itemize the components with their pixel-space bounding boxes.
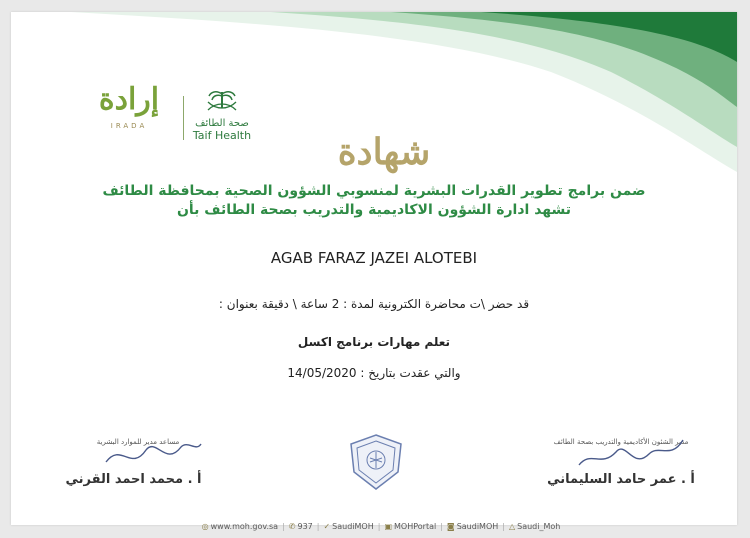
footer-contacts <box>161 522 601 531</box>
subtitle-line-1: ضمن برامج تطوير القدرات البشرية لمنسوبي الشؤون الصحية بمحافظة الطائف <box>102 183 646 199</box>
moh-seal <box>346 432 406 492</box>
footer-instagram[interactable]: ◙ SaudiMOH <box>446 522 499 531</box>
right-signatory-title: مدير الشئون الأكاديمية والتدريب بصحة الطائف <box>553 438 689 446</box>
footer-separator: | <box>377 522 381 531</box>
course-title: تعلم مهارات برنامج اكسل <box>297 335 451 349</box>
youtube-icon: ▣ <box>384 522 393 531</box>
footer-phone[interactable]: ✆ 937 <box>288 522 313 531</box>
attendance-text: قد حضر \ت محاضرة الكترونية لمدة : 2 ساعة \ دقيقة بعنوان : <box>218 297 530 311</box>
right-signature <box>571 430 691 478</box>
logo-divider <box>183 96 184 140</box>
footer-snapchat[interactable]: △ Saudi_Moh <box>508 522 561 531</box>
recipient-name: AGAB FARAZ JAZEI ALOTEBI <box>270 249 478 267</box>
left-signatory-title: مساعد مدير للموارد البشرية <box>96 438 180 446</box>
footer-twitter[interactable]: ✓ SaudiMOH <box>323 522 374 531</box>
irada-logo-arabic: إرادة <box>98 82 160 117</box>
taif-health-logo <box>187 88 257 142</box>
footer-separator: | <box>440 522 443 531</box>
certificate-title: شهادة <box>337 131 431 173</box>
taif-health-arabic: صحة الطائف <box>195 118 249 129</box>
left-signatory-name: أ . محمد احمد القرني <box>65 472 202 487</box>
footer-website[interactable]: ◎ www.moh.gov.sa <box>201 522 279 531</box>
footer-separator: | <box>282 522 285 531</box>
irada-logo <box>79 82 179 152</box>
irada-logo-english: IRADA <box>110 122 148 130</box>
moh-seal-icon <box>346 432 406 492</box>
footer-youtube[interactable]: ▣ MOHPortal <box>384 522 437 531</box>
snapchat-icon: △ <box>508 522 516 531</box>
instagram-icon: ◙ <box>446 522 455 531</box>
certificate-page <box>11 12 737 531</box>
right-signatory-name: أ . عمر حامد السليماني <box>547 472 695 487</box>
twitter-icon: ✓ <box>323 522 331 531</box>
footer-separator: | <box>316 522 320 531</box>
footer-separator: | <box>502 522 505 531</box>
course-date: والتي عقدت بتاريخ : 14/05/2020 <box>287 366 461 380</box>
left-signature <box>96 432 206 477</box>
phone-icon: ✆ <box>288 522 296 531</box>
taif-health-english: Taif Health <box>192 129 252 142</box>
globe-icon: ◎ <box>201 522 209 531</box>
certificate-title-calligraphy <box>336 116 432 180</box>
palm-swords-icon <box>202 88 242 114</box>
subtitle-line-2: تشهد ادارة الشؤون الاكاديمية والتدريب بصحة الطائف بأن <box>176 202 572 218</box>
